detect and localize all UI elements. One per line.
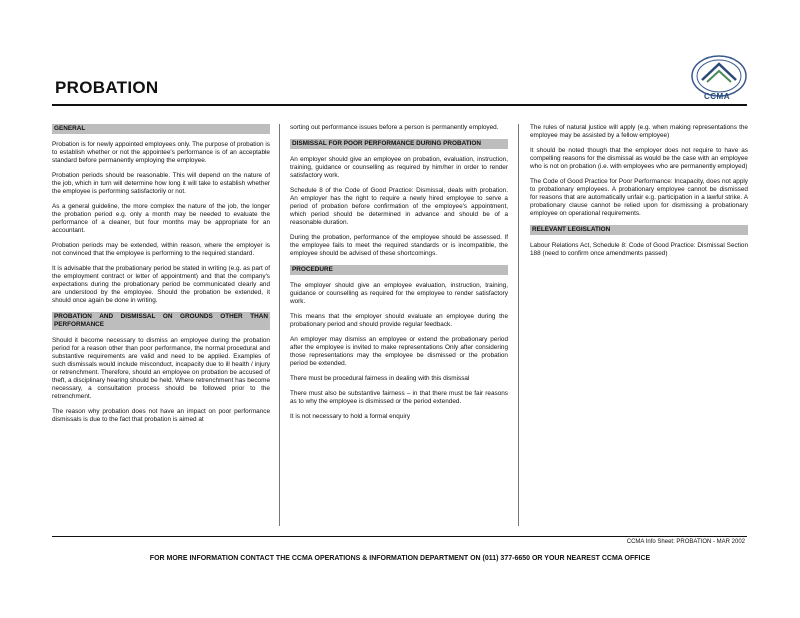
paragraph: An employer should give an employee on probation, evaluation, instruction, training, guidance or counselling as required by him/her in order to render satisfactory work. (290, 156, 508, 179)
paragraph: It is advisable that the probationary period be stated in writing (e.g. as part of the employment contract or letter of appointment) and that the company's expectations during the probationary period be communicated clearly and are understood by the employee. Should the probation be extended, it should once again be done in writing. (52, 265, 270, 304)
section-heading: RELEVANT LEGISLATION (530, 225, 748, 235)
paragraph: Probation periods may be extended, within reason, where the employer is not convinced that the employee is performing to the required standard. (52, 242, 270, 257)
bottom-rule (52, 536, 747, 537)
paragraph: Should it become necessary to dismiss an employee during the probation period for a reason other than poor performance, the normal procedural and substantive requirements are valid and need to be applied. Examples of such dismissals would include misconduct, incapacity due to ill health / injury or retrenchment. Therefore, should an employee on probation be accused of theft, a disciplinary hearing should be held. Where retrenchment has become necessary, a consultation process should be followed prior to the retrenchment. (52, 337, 270, 400)
paragraph: There must be procedural fairness in dealing with this dismissal (290, 375, 470, 382)
page-title: PROBATION (55, 78, 159, 97)
paragraph: This means that the employer should evaluate an employee during the probationary period and should provide regular feedback. (290, 313, 508, 328)
paragraph: It should be noted though that the employer does not require to have as compelling reasons for the dismissal as would be the case with an employee who is not on probation (i.e. with employees who are permanently employed) (530, 147, 748, 170)
paragraph: The rules of natural justice will apply (e.g. when making representations the employee may be assisted by a fellow employee) (530, 124, 748, 139)
top-rule (52, 104, 747, 106)
column-1 (52, 124, 270, 431)
paragraph: The Code of Good Practice for Poor Performance: Incapacity, does not apply to probationary employees. A probationary employee cannot be dismissed for reasons that are automatically unfair e.g. participation in a lawful strike. A probationary clause cannot be relied upon for dismissing a probationary employee on operational requirements. (530, 178, 748, 217)
paragraph: Probation is for newly appointed employees only. The purpose of probation is to establish whether or not the appointee's performance is of an acceptable standard before permanently employing the employee. (52, 141, 270, 164)
footer-contact: FOR MORE INFORMATION CONTACT THE CCMA OPERATIONS & INFORMATION DEPARTMENT ON (011) 377-6650 OR YOUR NEAREST CCMA OFFICE (149, 555, 651, 562)
paragraph: Schedule 8 of the Code of Good Practice: Dismissal, deals with probation. An employer has the right to require a newly hired employee to serve a period of probation before confirmation of the employee's appointment, which period should be determined in advance and should be of a reasonable duration. (290, 187, 508, 226)
paragraph: During the probation, performance of the employee should be assessed. If the employee fails to meet the required standards or is incompatible, the employee should be advised of these shortcomings. (290, 234, 508, 257)
paragraph: There must also be substantive fairness – in that there must be fair reasons as to why the employee is dismissed or the period extended. (290, 390, 508, 405)
paragraph: sorting out performance issues before a person is permanently employed. (290, 124, 499, 131)
logo-text: CCMA (704, 92, 730, 101)
column-3 (530, 124, 748, 265)
info-sheet-label: CCMA Info Sheet: PROBATION - MAR 2002 (626, 539, 745, 545)
column-divider (518, 124, 519, 526)
section-heading: GENERAL (52, 124, 270, 134)
section-heading: DISMISSAL FOR POOR PERFORMANCE DURING PROBATION (290, 139, 508, 149)
section-heading: PROBATION AND DISMISSAL ON GROUNDS OTHER THAN PERFORMANCE (54, 313, 268, 328)
paragraph: An employer may dismiss an employee or extend the probationary period after the employee is invited to make representations Only after considering those representations may the employee be dismissed or the probation period be extended. (290, 336, 508, 367)
paragraph: Labour Relations Act, Schedule 8: Code of Good Practice: Dismissal Section 188 (need to confirm once amendments passed) (530, 242, 748, 257)
paragraph: The reason why probation does not have an impact on poor performance dismissals is due to the fact that probation is aimed at (52, 408, 270, 423)
paragraph: Probation periods should be reasonable. This will depend on the nature of the job, which in turn will determine how long it will take to establish whether the employee is performing satisfactorily or not. (52, 172, 270, 195)
paragraph: The employer should give an employee evaluation, instruction, training, guidance or counselling as required for the employee to render satisfactory work. (290, 282, 508, 305)
column-2 (290, 124, 508, 428)
paragraph: As a general guideline, the more complex the nature of the job, the longer the probation period e.g. only a month may be needed to evaluate the performance of a cleaner, but four months may be appropriate for an accountant. (52, 203, 270, 234)
section-heading: PROCEDURE (290, 265, 508, 275)
paragraph: It is not necessary to hold a formal enquiry (290, 413, 411, 420)
column-divider (279, 124, 280, 526)
